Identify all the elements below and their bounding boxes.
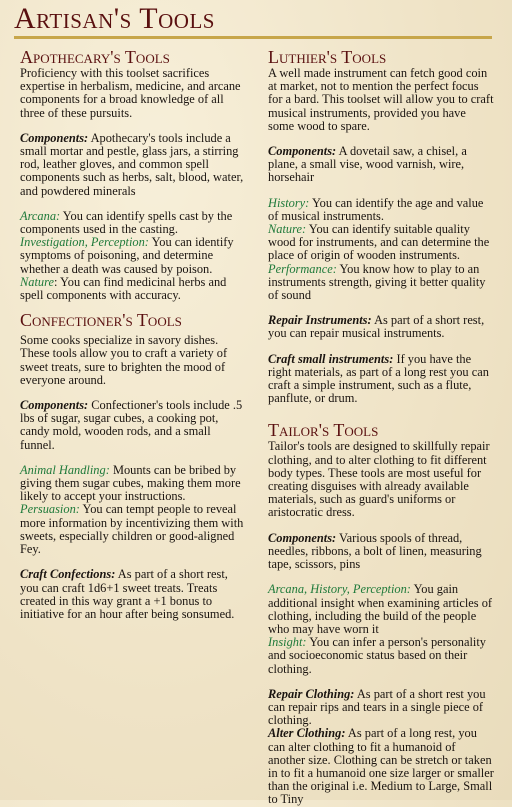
skill-text: Mounts can be bribed by giving them sugar cubes, making them more likely to accept your instructions. bbox=[20, 462, 241, 504]
confectioner-components bbox=[20, 399, 248, 452]
tailor-heading: Tailor's Tools bbox=[268, 420, 379, 441]
apothecary-section bbox=[20, 48, 248, 302]
components-label: Components: bbox=[20, 398, 89, 413]
skill-text: You can tempt people to reveal more information by incentivizing them with sweets, especially children or good-aligned Fey. bbox=[20, 502, 244, 557]
luthier-repair bbox=[268, 314, 494, 340]
skill-label: Nature bbox=[20, 274, 54, 289]
tailor-section bbox=[268, 421, 494, 806]
skill-label: Persuasion: bbox=[20, 502, 80, 517]
apothecary-components bbox=[20, 132, 248, 198]
luthier-components bbox=[268, 145, 494, 185]
skill-text: You know how to play to an instruments strength, giving it better quality of sound bbox=[268, 261, 486, 303]
skill-separator: , bbox=[84, 235, 91, 250]
page-title: Artisan's Tools bbox=[14, 2, 215, 35]
skill-label: Arcana: bbox=[20, 208, 61, 223]
right-column bbox=[268, 48, 494, 807]
components-label: Components: bbox=[268, 530, 337, 545]
skill-label: History: bbox=[268, 195, 310, 210]
confectioner-section bbox=[20, 311, 248, 621]
feature-label: Craft Confections: bbox=[20, 567, 116, 582]
components-label: Components: bbox=[268, 144, 337, 159]
skill-label: Nature: bbox=[268, 222, 307, 237]
feature-text: As part of a short rest you can repair rips and tears in a single piece of clothing. bbox=[268, 686, 486, 728]
confectioner-heading: Confectioner's Tools bbox=[20, 310, 182, 331]
title-divider bbox=[14, 36, 492, 39]
skill-text: You can infer a person's personality and socioeconomic status based on their clothing. bbox=[268, 635, 487, 676]
components-text: A dovetail saw, a chisel, a plane, a small vise, wood varnish, wire, horsehair bbox=[268, 144, 467, 185]
skill-text: You can identify suitable quality wood for instruments, and can determine the place of origin of wooden instruments. bbox=[268, 222, 490, 263]
skill-text: : You can find medicinal herbs and spell components with accuracy. bbox=[20, 274, 227, 303]
skill-text: You can identify spells cast by the components used in the casting. bbox=[20, 208, 233, 237]
skill-text: You can identify symptoms of poisoning, and determine whether a death was caused by poison. bbox=[20, 235, 234, 276]
luthier-craft bbox=[268, 353, 494, 406]
apothecary-intro: Proficiency with this toolset sacrifices expertise in herbalism, medicine, and arcane components for a broad knowledge of all three of these pursuits. bbox=[20, 66, 241, 120]
skill-label: Perception: bbox=[90, 235, 149, 250]
components-text: Various spools of thread, needles, ribbons, a bolt of linen, measuring tape, scissors, pins bbox=[268, 530, 482, 572]
feature-label: Craft small instruments: bbox=[268, 351, 394, 366]
luthier-skills bbox=[268, 197, 494, 303]
confectioner-intro: Some cooks specialize in savory dishes. These tools allow you to craft a variety of sweet treats, sure to brighten the mood of everyone around. bbox=[20, 333, 228, 387]
tailor-skills bbox=[268, 583, 494, 675]
feature-text: As part of a long rest, you can alter clothing to fit a humanoid of another size. Clothing can be stretch or taken in to fit a humanoid one size larger or smaller than the original i.e. Medium to Large, Small to Tiny bbox=[268, 726, 494, 807]
skill-label: Investigation bbox=[20, 235, 85, 250]
feature-text: If you have the right materials, as part of a long rest you can craft a simple instrument, such as a flute, panflute, or drum. bbox=[268, 351, 489, 406]
left-column bbox=[20, 48, 248, 621]
tailor-components bbox=[268, 532, 494, 572]
skill-label: Performance: bbox=[268, 261, 337, 276]
skill-label: Animal Handling: bbox=[20, 462, 110, 477]
apothecary-arcana bbox=[20, 210, 248, 302]
skill-label: Insight: bbox=[268, 635, 307, 650]
components-label: Components: bbox=[20, 130, 89, 145]
tailor-repair bbox=[268, 688, 494, 807]
components-text: Apothecary's tools include a small mortar and pestle, glass jars, a stirring rod, leather gloves, and common spell components such as herbs, salt, blood, water, and powdered minerals bbox=[20, 130, 244, 198]
luthier-intro: A well made instrument can fetch good coin at market, not to mention the perfect focus for a bard. This toolset will allow you to craft musical instruments, provided you have some wood to spare. bbox=[268, 66, 494, 133]
tailor-intro: Tailor's tools are designed to skillfully repair clothing, and to alter clothing to fit different body types. These tools are most useful for creating disguises with already available materials, such as guard's uniforms or aristocratic dress. bbox=[268, 439, 490, 520]
skill-text: You can identify the age and value of musical instruments. bbox=[268, 195, 484, 223]
confectioner-craft bbox=[20, 568, 248, 621]
apothecary-heading: Apothecary's Tools bbox=[20, 47, 170, 67]
luthier-section bbox=[268, 48, 494, 405]
skill-text: You gain additional insight when examining articles of clothing, including the build of the people who may have worn it bbox=[268, 582, 493, 636]
feature-label: Alter Clothing: bbox=[268, 726, 346, 741]
luthier-heading: Luthier's Tools bbox=[268, 47, 387, 67]
skill-label: Arcana, History, Perception: bbox=[268, 582, 411, 597]
components-text: Confectioner's tools include .5 lbs of sugar, sugar cubes, a cooking pot, candy mold, wooden rods, and a small funnel. bbox=[20, 398, 243, 452]
feature-text: As part of a short rest, you can repair musical instruments. bbox=[268, 313, 485, 341]
confectioner-skills bbox=[20, 464, 248, 556]
feature-label: Repair Instruments: bbox=[268, 313, 372, 328]
feature-label: Repair Clothing: bbox=[268, 686, 355, 701]
feature-text: As part of a short rest, you can craft 1d6+1 sweet treats. Treats created in this way grant a +1 bonus to initiative for an hour after being sonsumed. bbox=[20, 567, 235, 621]
